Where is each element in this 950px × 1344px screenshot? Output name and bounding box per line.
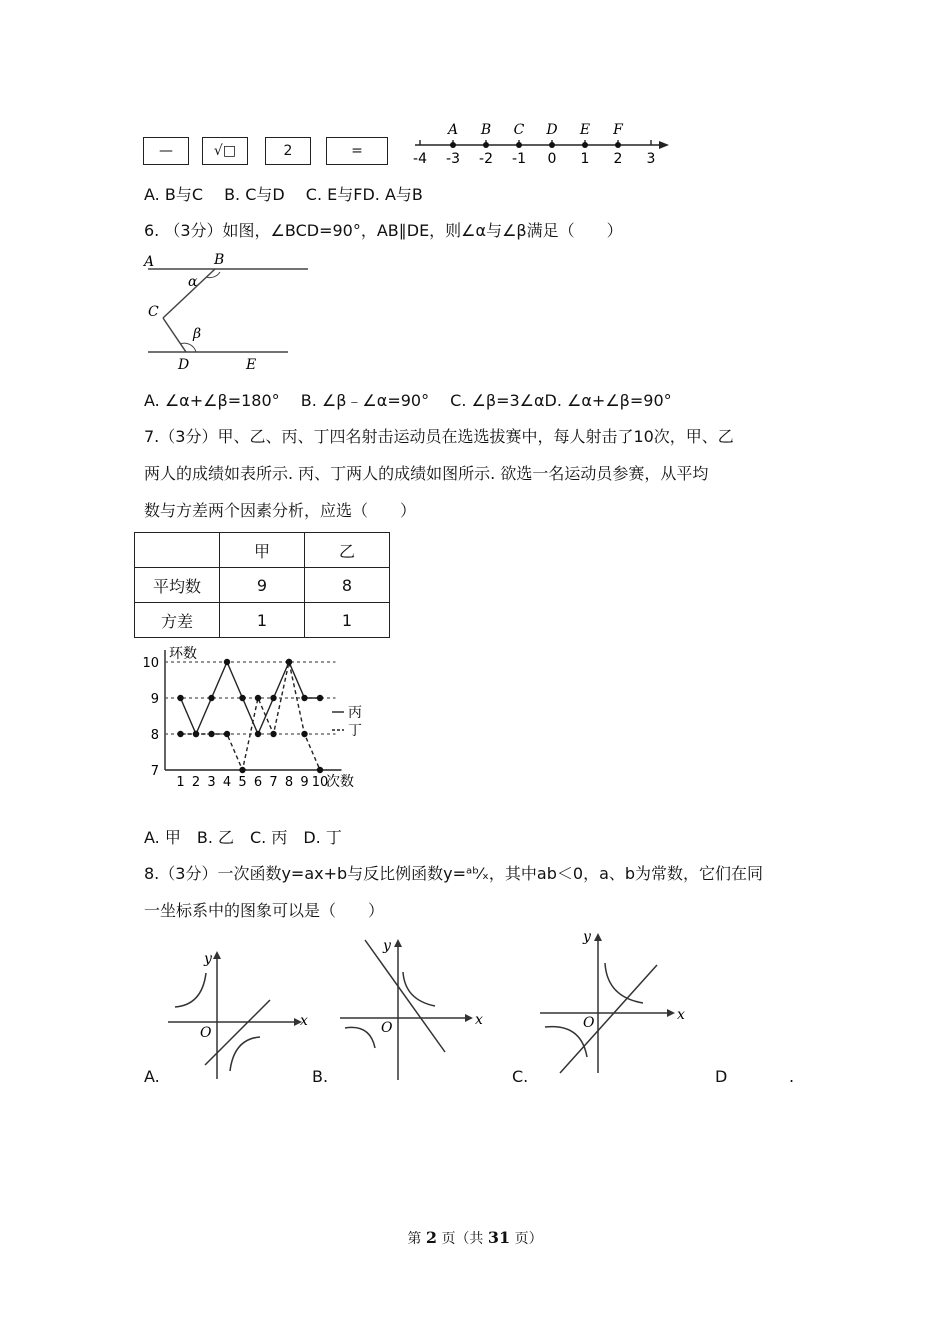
y-tick-label: 10 bbox=[142, 656, 159, 671]
numberline-point bbox=[582, 142, 588, 148]
label-C: C bbox=[148, 304, 159, 320]
numberline-tick-label: -3 bbox=[446, 151, 460, 167]
q8-graph-B bbox=[335, 928, 495, 1083]
data-point bbox=[224, 659, 230, 665]
numberline-tick-label: 1 bbox=[580, 151, 590, 167]
q8-stem-line1: 8.（3分）一次函数y=ax+b与反比例函数y=ᵃᵇ⁄ₓ，其中ab＜0，a、b为常数，它们在同 bbox=[144, 864, 764, 883]
numberline-point-label: F bbox=[613, 122, 623, 138]
y-tick-label: 7 bbox=[150, 764, 159, 779]
q8-option-D-dot: . bbox=[789, 1067, 795, 1086]
legend-label: 丙 bbox=[348, 705, 362, 721]
y-tick-label: 8 bbox=[150, 728, 159, 743]
numberline-point-label: D bbox=[546, 122, 558, 138]
x-tick-label: 3 bbox=[207, 775, 216, 790]
x-tick-label: 2 bbox=[191, 775, 201, 790]
data-point bbox=[224, 731, 230, 737]
legend-label: 丁 bbox=[348, 723, 362, 739]
numberline-point bbox=[450, 142, 456, 148]
axis-y: y bbox=[204, 951, 212, 967]
table-header-row bbox=[135, 533, 390, 568]
label-A: A bbox=[144, 254, 155, 270]
numberline-point-label: E bbox=[579, 122, 591, 138]
axis-x: x bbox=[475, 1012, 483, 1028]
q5-options: A. B与C B. C与D C. E与FD. A与B bbox=[144, 185, 423, 204]
q8-stem-line2: 一坐标系中的图象可以是（ ） bbox=[144, 901, 385, 920]
axis-x: x bbox=[300, 1013, 308, 1029]
q8-option-A: A. bbox=[144, 1067, 160, 1086]
origin: O bbox=[381, 1020, 393, 1036]
q6-stem: 6. （3分）如图，∠BCD=90°，AB∥DE，则∠α与∠β满足（ ） bbox=[144, 221, 623, 240]
numberline-point bbox=[615, 142, 621, 148]
key-minus: — bbox=[143, 137, 189, 165]
data-point bbox=[239, 695, 245, 701]
data-point bbox=[301, 695, 307, 701]
x-tick-label: 5 bbox=[238, 775, 247, 790]
table-cell: 9 bbox=[220, 568, 305, 603]
score-table bbox=[134, 532, 390, 638]
numberline-point bbox=[549, 142, 555, 148]
data-point bbox=[177, 695, 183, 701]
numberline-tick-label: -1 bbox=[512, 151, 526, 167]
numberline-tick-label: -2 bbox=[479, 151, 493, 167]
data-point bbox=[255, 731, 261, 737]
data-point bbox=[317, 767, 323, 773]
q7-stem-line1: 7.（3分）甲、乙、丙、丁四名射击运动员在选选拔赛中，每人射击了10次，甲、乙 bbox=[144, 427, 734, 446]
x-tick-label: 6 bbox=[253, 775, 263, 790]
x-axis-label: 次数 bbox=[326, 774, 354, 790]
label-B: B bbox=[214, 252, 225, 268]
q7-stem-line3: 数与方差两个因素分析，应选（ ） bbox=[144, 501, 417, 520]
footer-post: 页） bbox=[514, 1231, 543, 1247]
table-row bbox=[135, 568, 390, 603]
data-point bbox=[208, 695, 214, 701]
q8-graph-A bbox=[160, 945, 310, 1085]
table-cell: 甲 bbox=[220, 533, 305, 568]
x-tick-label: 9 bbox=[300, 775, 309, 790]
table-cell: 1 bbox=[305, 603, 390, 638]
numberline-point-label: B bbox=[480, 122, 492, 138]
data-point bbox=[270, 731, 276, 737]
numberline-point bbox=[483, 142, 489, 148]
numberline-tick-label: 0 bbox=[547, 151, 557, 167]
table-cell: 方差 bbox=[135, 603, 220, 638]
numberline-tick-label: -4 bbox=[413, 151, 427, 167]
axis-x: x bbox=[677, 1007, 685, 1023]
numberline-point-label: A bbox=[447, 122, 459, 138]
footer-pre: 第 bbox=[407, 1231, 422, 1247]
data-point bbox=[193, 731, 199, 737]
origin: O bbox=[200, 1025, 212, 1041]
q6-options: A. ∠α+∠β=180° B. ∠β﹣∠α=90° C. ∠β=3∠αD. ∠α+∠β=90° bbox=[144, 391, 672, 410]
table-cell: 8 bbox=[305, 568, 390, 603]
y-axis-label: 环数 bbox=[169, 646, 197, 662]
key-equals: = bbox=[326, 137, 388, 165]
q7-options: A. 甲 B. 乙 C. 丙 D. 丁 bbox=[144, 828, 342, 847]
table-cell: 乙 bbox=[305, 533, 390, 568]
x-tick-label: 1 bbox=[176, 775, 185, 790]
axis-y: y bbox=[583, 929, 591, 945]
numberline-point-label: C bbox=[513, 122, 525, 138]
label-beta: β bbox=[193, 326, 202, 342]
label-D: D bbox=[178, 357, 190, 373]
label-E: E bbox=[246, 357, 257, 373]
data-point bbox=[239, 767, 245, 773]
table-cell bbox=[135, 533, 220, 568]
data-point bbox=[208, 731, 214, 737]
q7-line-chart bbox=[138, 640, 378, 800]
q8-graph-C bbox=[535, 925, 695, 1080]
page-footer bbox=[0, 1228, 950, 1248]
data-point bbox=[270, 695, 276, 701]
page-number: 2 bbox=[425, 1228, 437, 1247]
table-cell: 平均数 bbox=[135, 568, 220, 603]
number-line bbox=[405, 118, 675, 170]
data-point bbox=[286, 659, 292, 665]
data-point bbox=[177, 731, 183, 737]
footer-mid: 页（共 bbox=[441, 1231, 484, 1247]
x-tick-label: 7 bbox=[269, 775, 278, 790]
label-alpha: α bbox=[188, 274, 198, 290]
origin: O bbox=[583, 1015, 595, 1031]
data-point bbox=[255, 695, 261, 701]
table-row bbox=[135, 603, 390, 638]
q6-figure bbox=[138, 250, 318, 375]
q8-option-B: B. bbox=[312, 1067, 329, 1086]
x-tick-label: 4 bbox=[222, 775, 232, 790]
axis-y: y bbox=[383, 938, 391, 954]
q7-stem-line2: 两人的成绩如表所示. 丙、丁两人的成绩如图所示. 欲选一名运动员参赛，从平均 bbox=[144, 464, 709, 483]
numberline-tick-label: 2 bbox=[613, 151, 623, 167]
x-tick-label: 10 bbox=[311, 775, 329, 790]
numberline-tick-label: 3 bbox=[646, 151, 656, 167]
table-cell: 1 bbox=[220, 603, 305, 638]
y-tick-label: 9 bbox=[150, 692, 159, 707]
x-tick-label: 8 bbox=[284, 775, 294, 790]
key-two: 2 bbox=[265, 137, 311, 165]
q8-option-C: C. bbox=[512, 1067, 529, 1086]
data-point bbox=[317, 695, 323, 701]
q8-option-D: D bbox=[715, 1067, 728, 1086]
numberline-point bbox=[516, 142, 522, 148]
page-total: 31 bbox=[487, 1228, 511, 1247]
data-point bbox=[301, 731, 307, 737]
key-sqrt: √□ bbox=[202, 137, 248, 165]
